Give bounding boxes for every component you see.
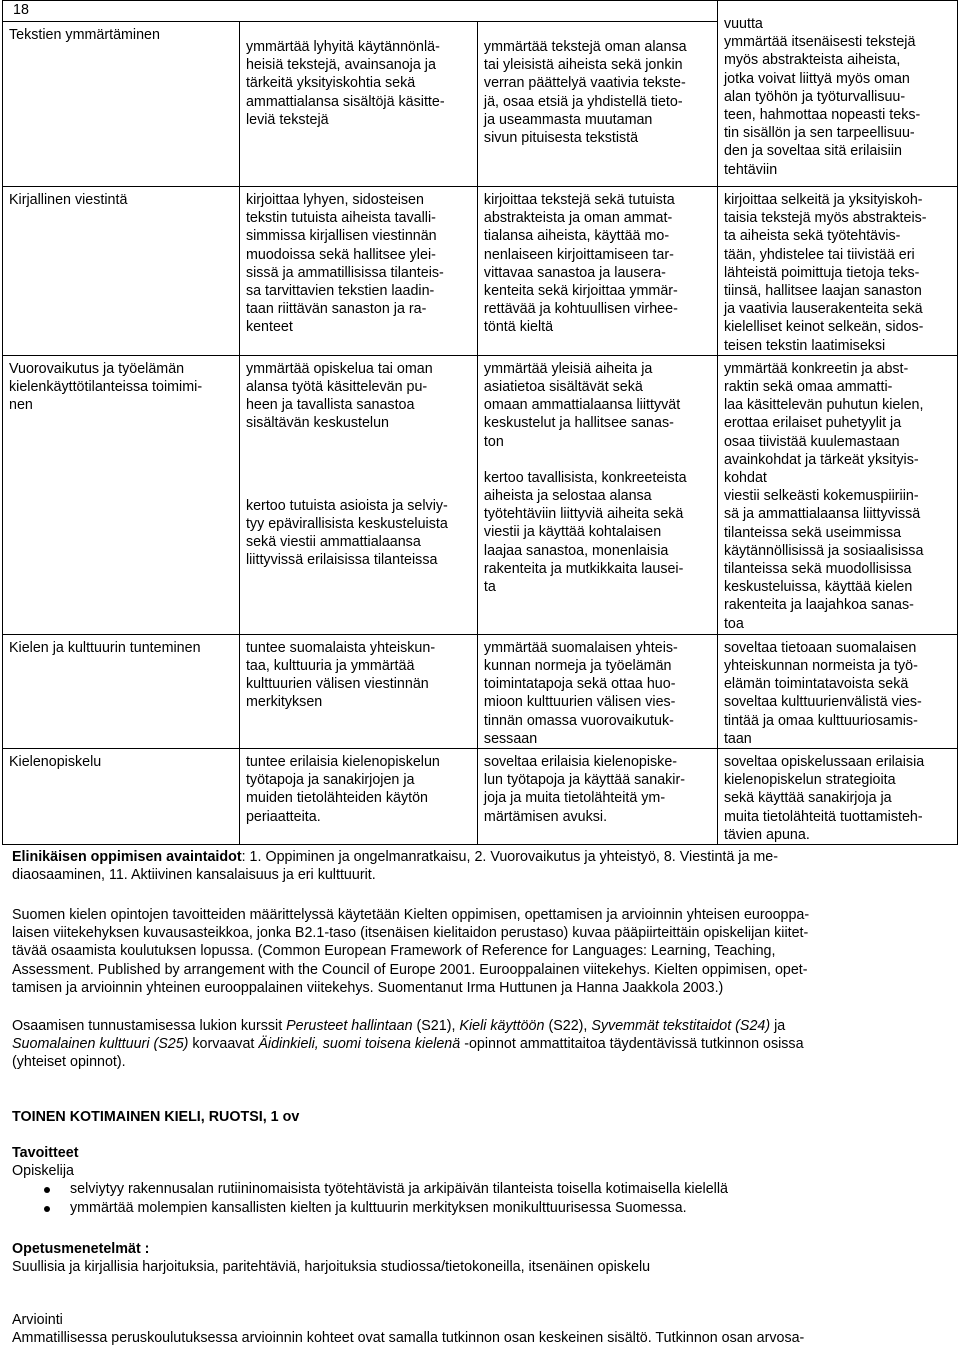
row-culture-excellent [717, 634, 957, 748]
cell-text: soveltaa tietoaan suomalaisen yhteiskunnan normeista ja työ- elämän toimintatavoista sekä soveltaa kulttuurienvälistä vies- tintää ja omaa kulttuuriosamis- taan [723, 639, 922, 747]
assessment-text: Ammatillisessa peruskoulutuksessa arvioinnin kohteet ovat samalla tutkinnon osan keskeinen sisältö. Tutkinnon osan arvosa- [12, 1330, 805, 1347]
row-text-comprehension-satisfactory [239, 22, 477, 187]
course-title: Suomalainen kulttuuri (S25) [12, 1036, 189, 1053]
cefr-paragraph: Suomen kielen opintojen tavoitteiden määrittelyssä käytetään Kielten oppimisen, opettamisen ja arvioinnin yhteisen eurooppa- laisen viitekehyksen kuvausasteikkoa, jonka B2.1-taso (itsenäisen kielitaidon perustaso) kuvaa pääpiirteittäin opiskelijan kiitet- tävää osaamista koulutuksen lopussa. (Common European Framework of Reference for Languages: Learning, Teaching, Assessment. Published by arrangement with the Council of Europe 2001. Eurooppalainen viitekehys. Kielten oppimisen, opet- tamisen ja arvioinnin yhteinen eurooppalainen viitekehys. Suomentanut Irma Huttunen ja Hanna Jaakkola 2003.) [12, 907, 810, 996]
course-title: Äidinkieli, suomi toisena kielenä [258, 1036, 461, 1053]
goals-heading: Tavoitteet [12, 1145, 79, 1161]
text-run: (S21), [412, 1018, 460, 1034]
carry-over-text: vuutta [723, 16, 763, 32]
cell-text: ymmärtää suomalaisen yhteis- kunnan normeja ja työelämän toimintatapoja sekä ottaa huo- mioon kulttuurien välisen vies- tinnän omassa vuorovaikutuk- sessaan [483, 639, 678, 747]
text-run: (S22), [544, 1018, 592, 1034]
row-study-good [477, 749, 717, 845]
row-interaction-satisfactory [239, 355, 477, 634]
list-item [70, 1180, 948, 1198]
cell-text: kertoo tavallisista, konkreeteista aiheista ja selostaa alansa työtehtäviin liittyviä aiheita sekä viestii ja käyttää kohtalaisen laajaa sanastoa, monenlaisia rakenteita ja mutkikkaita lausei- ta [483, 469, 687, 596]
bullet-icon [44, 1187, 50, 1193]
methods-text: Suullisia ja kirjallisia harjoituksia, paritehtäviä, harjoituksia studiossa/tietokoneilla, itsenäinen opiskelu [12, 1259, 651, 1276]
row-interaction-excellent [717, 355, 957, 634]
text-run: Osaamisen tunnustamisessa lukion kurssit [12, 1018, 287, 1034]
cell-text: ymmärtää tekstejä oman alansa tai yleisistä aiheista sekä jonkin verran päättelyä vaativia tekste- jä, osaa etsiä ja yhdistellä tieto- ja useammasta muutaman sivun pituisesta tekstistä [483, 39, 687, 147]
key-skills-text: : 1. Oppiminen ja ongelmanratkaisu, 2. Vuorovaikutus ja yhteistyö, 8. Viestintä ja me- diaosaaminen, 11. Aktiivinen kansalaisuus ja eri kulttuurit. [12, 849, 779, 884]
cell-text: ymmärtää opiskelua tai oman alansa työtä käsittelevän pu- heen ja tavallista sanastoa sisältävän keskustelun [245, 360, 433, 432]
key-skills [12, 848, 948, 884]
key-skills-label: Elinikäisen oppimisen avaintaidot [12, 849, 242, 865]
row-study-excellent [717, 749, 957, 845]
area-language-study [3, 749, 240, 845]
area-label: Vuorovaikutus ja työelämän kielenkäyttötilanteissa toimimi- nen [9, 360, 203, 414]
row-written-satisfactory [239, 187, 477, 356]
row-text-comprehension-good [477, 22, 717, 187]
list-item-text: ymmärtää molempien kansallisten kielten ja kulttuurin merkityksen monikulttuurisessa Suomessa. [70, 1199, 687, 1216]
page-number-cell [3, 1, 718, 22]
area-interaction [3, 355, 240, 634]
assessment-section [12, 1311, 948, 1347]
area-language-culture [3, 634, 240, 748]
area-label: Kirjallinen viestintä [9, 192, 128, 208]
cell-text: kirjoittaa selkeitä ja yksityiskoh- taisia tekstejä myös abstrakteis- ta aiheista sekä työtehtävis- tään, yhdistelee tai tiivistää eri lähteistä poimittuja tietoja teks- tiinsä, hallitsee laajan sanaston ja vaativia lauserakenteita sekä kielelliset keinot selkeän, sidos- teisen tekstin laatimiseksi [723, 192, 927, 354]
row-text-comprehension-excellent [717, 1, 957, 187]
cell-text: ymmärtää itsenäisesti tekstejä myös abstrakteista aiheista, jotka voivat liittyä myös oman alan työhön ja työturvallisuu- teen, hahmottaa nopeasti teks- tin sisällön ja sen tarpeellisuu- den ja soveltaa sitä erilaisiin tehtäviin [723, 34, 921, 178]
cell-text: kertoo tutuista asioista ja selviy- tyy epävirallisista keskusteluista sekä viestii ammattialaansa liittyvissä erilaisissa tilanteissa [245, 497, 448, 569]
cell-text: soveltaa erilaisia kielenopiske- lun työtapoja ja käyttää sanakir- joja ja muita tietolähteitä ym- märtämisen avuksi. [483, 754, 685, 825]
list-item-text: selviytyy rakennusalan rutiininomaisista työtehtävistä ja arkipäivän tilanteista toisella kotimaisella kielellä [70, 1181, 728, 1198]
page-number: 18 [13, 2, 29, 18]
course-title: Perusteet hallintaan [286, 1018, 413, 1034]
area-label: Kielen ja kulttuurin tunteminen [9, 639, 201, 656]
goals-subject: Opiskelija [12, 1163, 74, 1180]
area-written-communication [3, 187, 240, 356]
cell-text: kirjoittaa tekstejä sekä tutuista abstrakteista ja oman ammat- tialansa aiheista, käyttää mo- nenlaiseen kirjoittamiseen tar- vittavaa sanastoa ja lausera- kenteita sekä kirjoittaa ymmär- rettävää ja kohtuullisen virhee- töntä kieltä [483, 192, 678, 336]
row-interaction-good [477, 355, 717, 634]
text-run: -opinnot ammattitaitoa täydentävissä tutkinnon osissa (yhteiset opinnot). [12, 1036, 804, 1071]
course-title: Syvemmät tekstitaidot (S24) [591, 1018, 771, 1034]
area-text-comprehension [3, 22, 240, 187]
area-label: Kielenopiskelu [9, 754, 102, 771]
section-title: TOINEN KOTIMAINEN KIELI, RUOTSI, 1 ov [12, 1109, 300, 1125]
goals-list [12, 1180, 948, 1216]
methods-section [12, 1240, 948, 1276]
course-title: Kieli käyttöön [459, 1018, 545, 1034]
text-run: ja [774, 1018, 786, 1034]
row-written-excellent [717, 187, 957, 356]
cell-text: soveltaa opiskelussaan erilaisia kielenopiskelun strategioita sekä käyttää sanakirjoja ja muita tietolähteitä tuottamisteh- tävien apuna. [723, 754, 925, 843]
methods-heading: Opetusmenetelmät : [12, 1241, 150, 1257]
cell-text: tuntee erilaisia kielenopiskelun työtapoja ja sanakirjojen ja muiden tietolähteiden käytön periaatteita. [245, 754, 440, 825]
cell-text: ymmärtää yleisiä aiheita ja asiatietoa sisältävät sekä omaan ammattialaansa liittyvät keskustelut ja hallitsee sanas- ton [483, 360, 681, 450]
goals-section [12, 1144, 948, 1217]
skills-table [2, 0, 958, 845]
assessment-heading: Arviointi [12, 1312, 63, 1328]
row-study-satisfactory [239, 749, 477, 845]
courses-paragraph [12, 1017, 948, 1072]
cell-text: kirjoittaa lyhyen, sidosteisen tekstin tutuista aiheista tavalli- simmissa kirjallisen viestinnän muodoissa sekä hallitsee ylei- sissä ja ammatillisissa tilanteis- sa tarvittavien tekstien laadin- taan riittävän sanaston ja ra- kenteet [245, 192, 444, 336]
text-run: korvaavat [188, 1036, 259, 1053]
row-culture-satisfactory [239, 634, 477, 748]
cell-text: tuntee suomalaista yhteiskun- taa, kulttuuria ja ymmärtää kulttuurien välisen viestinnän merkityksen [245, 639, 436, 711]
cell-text: ymmärtää konkreetin ja abst- raktin sekä omaa ammatti- laa käsittelevän puhutun kielen, erottaa erilaiset puhetyylit ja osaa tiivistää kuulemastaan avainkohdat ja tärkeät yksityis- kohdat viestii selkeästi kokemuspiiriin- sä ja ammattialaansa liittyvissä tilanteissa sekä useimmissa käytännöllisissä ja sosiaalisissa tilanteissa sekä muodollisissa keskusteluissa, käyttää kielen rakenteita ja laajahkoa sanas- toa [723, 360, 924, 632]
row-written-good [477, 187, 717, 356]
row-culture-good [477, 634, 717, 748]
cell-text: ymmärtää lyhyitä käytännönlä- heisiä tekstejä, avainsanoja ja tärkeitä yksityiskohtia sekä ammattialansa sisältöjä käsitte- leviä tekstejä [245, 39, 445, 128]
area-label: Tekstien ymmärtäminen [9, 27, 160, 43]
list-item [70, 1199, 948, 1217]
bullet-icon [44, 1206, 50, 1212]
